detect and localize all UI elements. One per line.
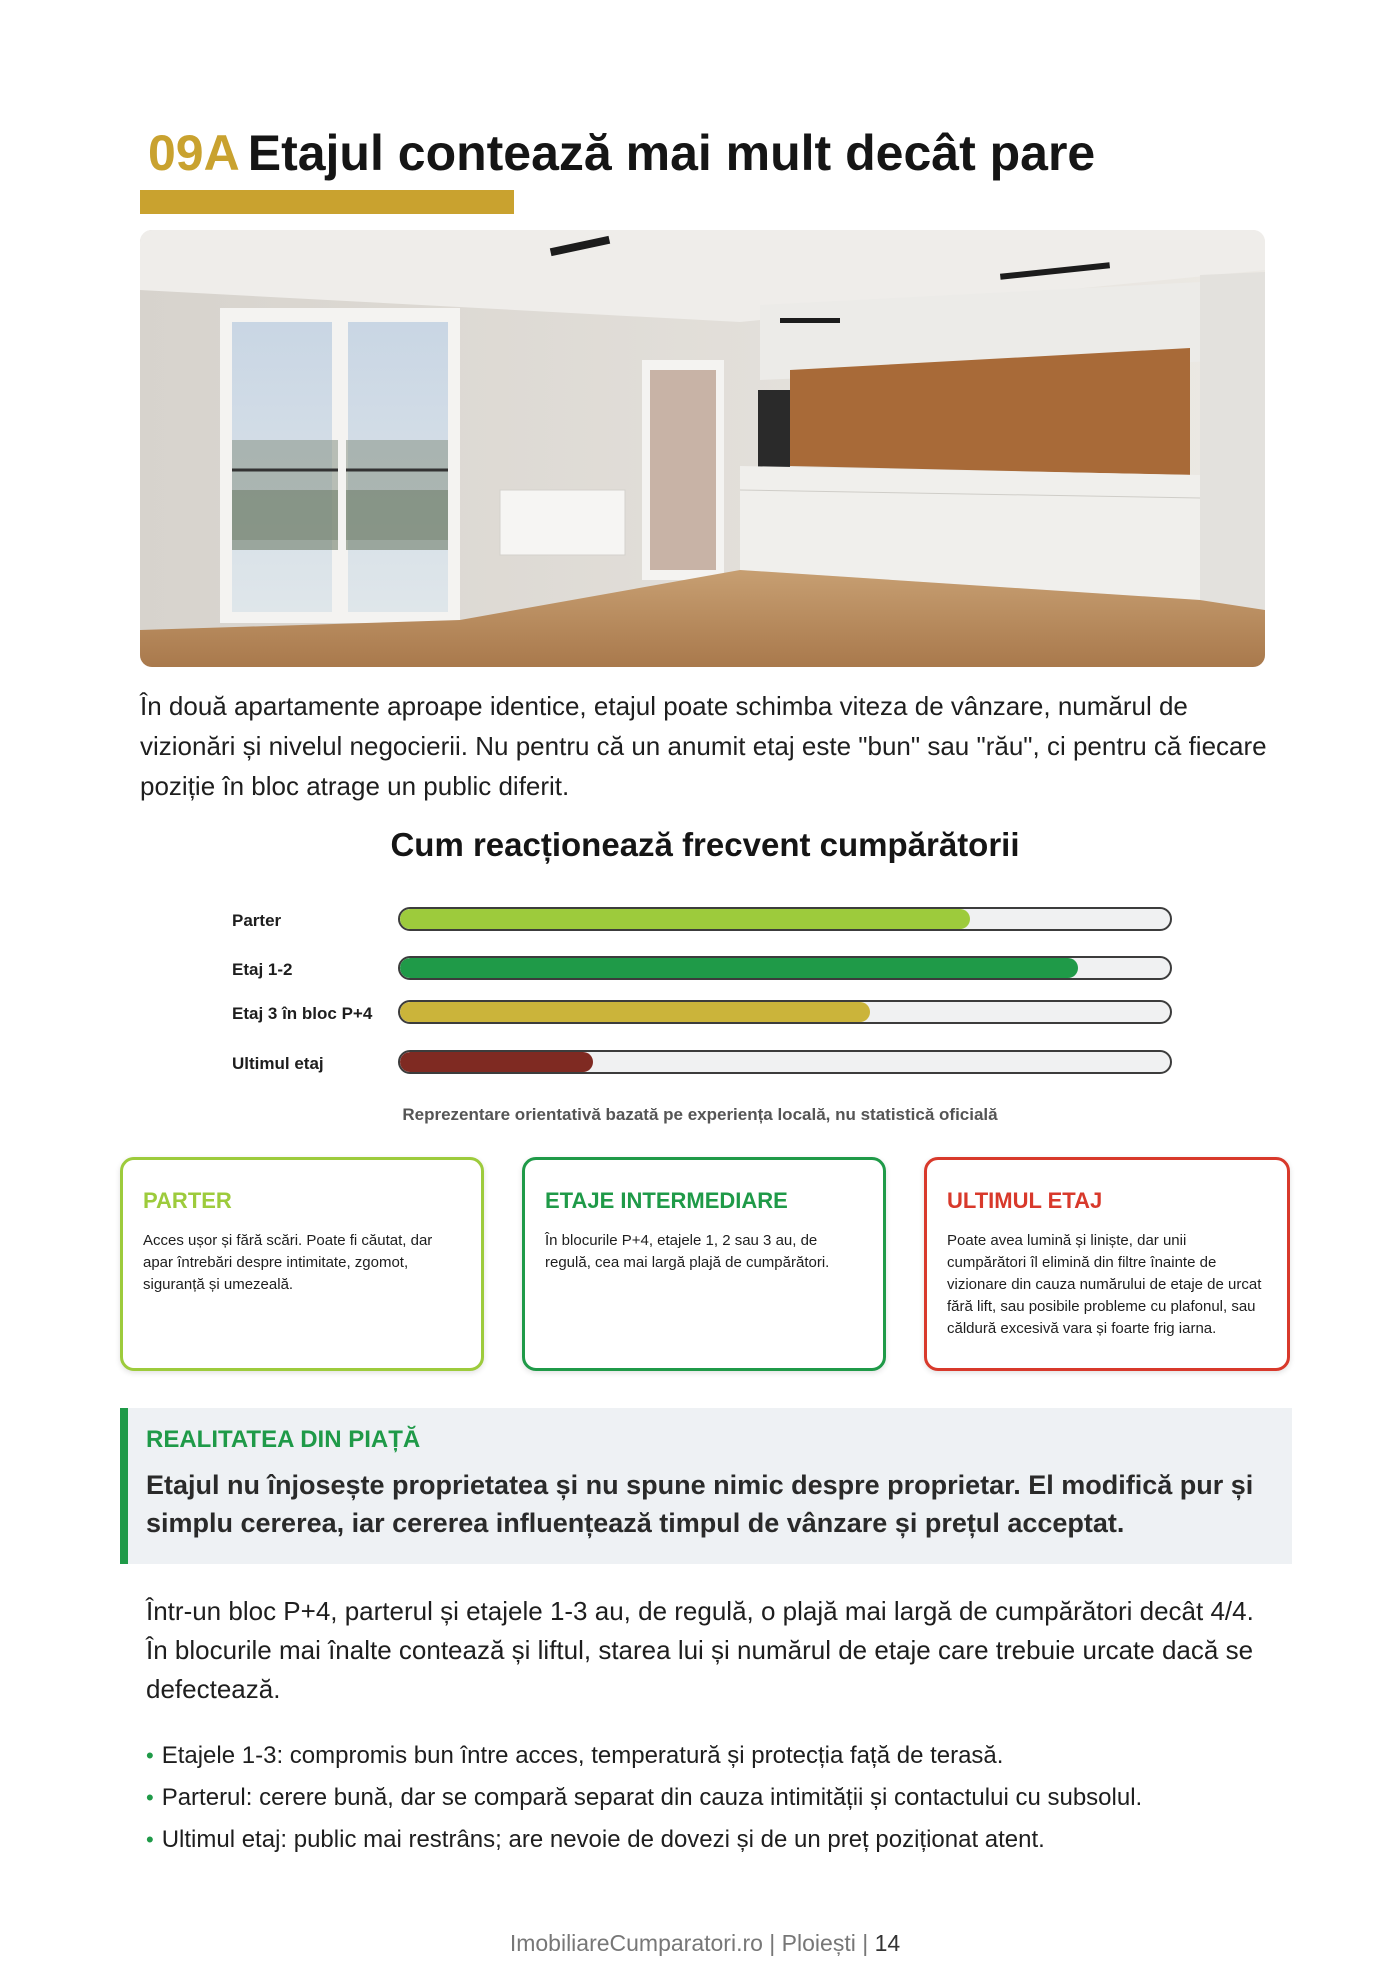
market-reality-callout [120, 1408, 1292, 1564]
card-title-parter: PARTER [143, 1188, 232, 1213]
bar-row-etaj-3 [232, 1000, 1178, 1028]
bar-row-etaj-1-2 [232, 956, 1178, 984]
bar-fill-etaj-1-2 [400, 958, 1078, 978]
bullet-dot-icon: • [146, 1785, 154, 1810]
bar-track-etaj-1-2 [398, 956, 1172, 980]
card-title-ultimul-etaj: ULTIMUL ETAJ [947, 1188, 1103, 1213]
bullet-text: Parterul: cerere bună, dar se compară separat din cauza intimității și contactului cu subsolul. [161, 1784, 1143, 1811]
card-ultimul-etaj [924, 1157, 1290, 1371]
page-title: Etajul contează mai mult decât pare [247, 125, 1096, 181]
p4-paragraph: Într-un bloc P+4, parterul și etajele 1-3 au, de regulă, o plajă mai largă de cumpărători decât 4/4. În blocurile mai înalte contează și liftul, starea lui și numărul de etaje care trebuie urcate dacă se defectează. [146, 1596, 1254, 1704]
card-etaje-intermediare [522, 1157, 886, 1371]
page-number: 14 [874, 1930, 901, 1956]
apartment-photo [140, 230, 1265, 667]
card-text-ultimul-etaj: Poate avea lumină și liniște, dar unii cumpărători îl elimină din filtre înainte de vizionare din cauza numărului de etaje de urcat fără lift, sau posibile probleme cu plafonul, sau căldură excesivă vara și foarte frig iarna. [947, 1232, 1262, 1337]
callout-text: Etajul nu înjosește proprietatea și nu spune nimic despre proprietar. El modifică pur și simplu cererea, iar cererea influențează timpul de vânzare și prețul acceptat. [146, 1470, 1254, 1538]
chart-title: Cum reacționează frecvent cumpărătorii [390, 826, 1020, 863]
bar-fill-parter [400, 909, 970, 929]
bar-track-ultimul-etaj [398, 1050, 1172, 1074]
card-text-parter: Acces ușor și fără scări. Poate fi căutat, dar apar întrebări despre intimitate, zgomot, siguranță și umezeală. [143, 1232, 433, 1293]
bar-track-etaj-3 [398, 1000, 1172, 1024]
bullet-list [146, 1735, 1296, 1861]
bullet-item [146, 1819, 1296, 1861]
bullet-item [146, 1777, 1296, 1819]
bar-track-parter [398, 907, 1172, 931]
chart-note: Reprezentare orientativă bazată pe experiența locală, nu statistică oficială [402, 1105, 998, 1124]
bullet-text: Ultimul etaj: public mai restrâns; are nevoie de dovezi și de un preț poziționat atent. [161, 1826, 1045, 1853]
title-underline [140, 190, 514, 214]
bullet-text: Etajele 1-3: compromis bun între acces, temperatură și protecția față de terasă. [161, 1742, 1004, 1769]
bar-label-etaj-3: Etaj 3 în bloc P+4 [232, 1004, 373, 1023]
section-number: 09A [148, 125, 240, 181]
bar-label-etaj-1-2: Etaj 1-2 [232, 960, 293, 979]
bullet-dot-icon: • [146, 1827, 154, 1852]
bar-label-ultimul-etaj: Ultimul etaj [232, 1054, 324, 1073]
card-title-etaje-intermediare: ETAJE INTERMEDIARE [545, 1188, 788, 1213]
footer-site: ImobiliareCumparatori.ro | Ploiești | [509, 1930, 869, 1956]
intro-paragraph: În două apartamente aproape identice, etajul poate schimba viteza de vânzare, numărul de vizionări și nivelul negocierii. Nu pentru că un anumit etaj este "bun" sau "rău", ci pentru că fiecare poziție în bloc atrage un public diferit. [140, 691, 1267, 801]
page-footer [0, 1930, 1400, 1957]
bar-fill-etaj-3 [400, 1002, 870, 1022]
card-parter [120, 1157, 484, 1371]
bar-label-parter: Parter [232, 911, 282, 930]
bar-fill-ultimul-etaj [400, 1052, 593, 1072]
card-text-etaje-intermediare: În blocurile P+4, etajele 1, 2 sau 3 au, de regulă, cea mai largă plajă de cumpărători. [545, 1232, 830, 1271]
page-heading [148, 124, 1095, 182]
callout-title: REALITATEA DIN PIAȚĂ [146, 1426, 421, 1453]
bar-row-ultimul-etaj [232, 1050, 1178, 1078]
bar-row-parter [232, 907, 1178, 935]
bullet-dot-icon: • [146, 1743, 154, 1768]
bullet-item [146, 1735, 1296, 1777]
